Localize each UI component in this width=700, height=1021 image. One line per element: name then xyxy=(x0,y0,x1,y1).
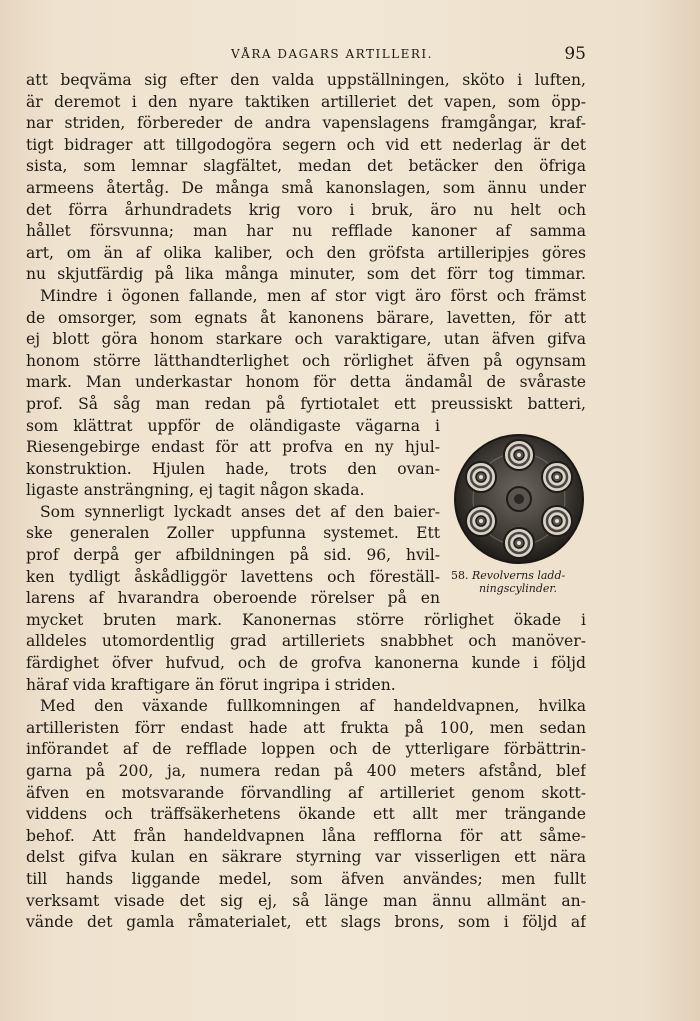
text-line: införandet af de refflade loppen och de ytterligare förbättrin- xyxy=(26,740,586,759)
text-line: prof. Så såg man redan på fyrtiotalet ett preussiskt batteri, xyxy=(26,394,586,413)
text-line: garna på 200, ja, numera redan på 400 meters afstånd, blef xyxy=(26,762,586,780)
revolver-cylinder-icon xyxy=(451,431,587,567)
text-line: det förra århundradets krig voro i bruk, äro nu helt och xyxy=(26,200,586,219)
running-title: VÅRA DAGARS ARTILLERI. xyxy=(231,47,433,61)
text-line: de omsorger, som egnats åt kanonens bärare, lavetten, för att xyxy=(26,308,586,327)
text-line: delst gifva kulan en säkrare styrning var visserligen ett nära xyxy=(26,848,586,867)
text-line: armeens återtåg. De många små kanonslagen, som ännu under xyxy=(26,178,586,197)
text-line: är deremot i den nyare taktiken artilleriet det vapen, som öpp- xyxy=(26,92,586,111)
figure-number: 58. xyxy=(451,569,469,582)
text-line: ske generalen Zoller uppfunna systemet. Ett xyxy=(26,524,440,543)
text-line: Som synnerligt lyckadt anses det af den baier- xyxy=(40,502,440,521)
text-line: till hands liggande medel, som äfven användes; men fullt xyxy=(26,869,586,888)
text-line: Riesengebirge endast för att profva en ny hjul- xyxy=(26,438,440,457)
figure-caption xyxy=(451,569,591,595)
text-line: sista, som lemnar slagfältet, medan det betäcker den öfriga xyxy=(26,157,586,176)
text-line: konstruktion. Hjulen hade, trots den ovan- xyxy=(26,459,440,478)
text-line: att beqväma sig efter den valda uppställningen, sköto i luften, xyxy=(26,71,586,89)
text-line: hållet försvunna; man har nu refflade kanoner af samma xyxy=(26,222,586,241)
page-header xyxy=(26,44,586,66)
caption-text: Revolverns ladd- xyxy=(472,569,566,582)
text-line: art, om än af olika kaliber, och den gröfsta artilleripjes göres xyxy=(26,243,586,262)
text-line: nar striden, förbereder de andra vapenslagens framgångar, kraf- xyxy=(26,114,586,133)
text-line: som klättrat uppför de oländigaste vägarna i xyxy=(26,416,440,435)
text-line: larens af hvarandra oberoende rörelser på en xyxy=(26,589,440,608)
text-line: äfven en motsvarande förvandling af artilleriet genom skott- xyxy=(26,783,586,802)
text-line: ken tydligt åskådliggör lavettens och föreställ- xyxy=(26,567,440,586)
text-line: vände det gamla råmaterialet, ett slags brons, som i följd af xyxy=(26,913,586,932)
text-line: färdighet öfver hufvud, och de grofva kanonerna kunde i följd xyxy=(26,654,586,673)
text-line: Med den växande fullkomningen af handeldvapnen, hvilka xyxy=(40,697,586,716)
text-line: alldeles utomordentlig grad artilleriets snabbhet och manöver- xyxy=(26,632,586,651)
text-line: nu skjutfärdig på lika många minuter, som det förr tog timmar. xyxy=(26,265,586,284)
text-line: verksamt visade det sig ej, så länge man ännu allmänt an- xyxy=(26,891,586,910)
text-line: viddens och träffsäkerhetens ökande ett allt mer trängande xyxy=(26,805,586,824)
text-line: ligaste ansträngning, ej tagit någon skada. xyxy=(26,481,365,500)
caption-line xyxy=(451,569,591,582)
caption-text: ningscylinder. xyxy=(479,582,557,595)
text-line: artilleristen förr endast hade att frukta på 100, men sedan xyxy=(26,718,586,737)
text-line: mark. Man underkastar honom för detta ändamål de svåraste xyxy=(26,373,586,392)
page-number: 95 xyxy=(564,44,586,64)
text-line: Mindre i ögonen fallande, men af stor vigt äro först och främst xyxy=(40,286,586,305)
figure-58 xyxy=(451,431,591,601)
text-line: mycket bruten mark. Kanonernas större rörlighet ökade i xyxy=(26,610,586,629)
text-line: honom större lätthandterlighet och rörlighet äfven på ogynsam xyxy=(26,351,586,370)
text-line: prof derpå ger afbildningen på sid. 96, hvil- xyxy=(26,546,440,565)
text-line: häraf vida kraftigare än förut ingripa i striden. xyxy=(26,675,396,694)
text-line: behof. Att från handeldvapnen låna refflorna för att såme- xyxy=(26,826,586,845)
text-line: ej blott göra honom starkare och varaktigare, utan äfven gifva xyxy=(26,330,586,349)
text-line: tigt bidrager att tillgodogöra segern och vid ett nederlag är det xyxy=(26,135,586,154)
